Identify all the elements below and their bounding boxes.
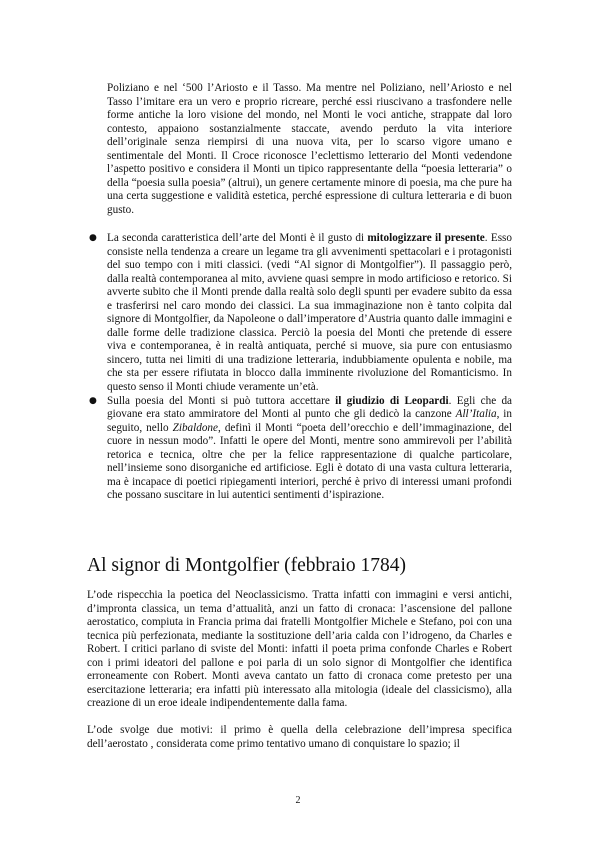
bullet-bold-term: mitologizzare il presente (367, 232, 485, 244)
bullet-text-before: Sulla poesia del Monti si può tuttora accettare (107, 394, 336, 407)
body-paragraph: L’ode rispecchia la poetica del Neoclassicismo. Tratta infatti con immagini e versi antichi, d’impronta classica, un tema d’attualità, anzi un fatto di cronaca: l’ascensione del pallone aerostatico, compiuta in Francia prima dai fratelli Montgolfier Michele e Stefano, poi con una tecnica più perfezionata, mediante la sostituzione dell’aria calda con l’idrogeno, da Charles e Robert. I critici parlano di sviste del Monti: infatti il poeta prima confonde Charles e Robert con i primi ideatori del pallone e poi parla di un solo signor di Montgolfier che identifica erroneamente con Robert. Monti aveva cantato un fatto di cronaca come pretesto per una esercitazione letteraria; era infatti più interessato alla mitologia (ideale del classicismo), alla creazione di un eroe ideale indipendentemente dalla fama. (87, 589, 512, 710)
section-heading: Al signor di Montgolfier (febbraio 1784) (87, 555, 406, 576)
bullet-list (89, 232, 512, 503)
bullet-item-leopardi (89, 395, 512, 503)
bullet-text-mid: . Egli che da giovane era stato ammiratore del Monti al punto che gli dedicò la canzone (107, 394, 513, 421)
bullet-text-mid: , in seguito, nello (107, 408, 513, 434)
bullet-icon: ● (89, 395, 97, 406)
continuation-paragraph: Poliziano e nel ‘500 l’Ariosto e il Tasso. Ma mentre nel Poliziano, nell’Ariosto e nel Tasso l’imitare era un vero e proprio ricreare, perché essi riuscivano a trasfondere nelle forme antiche la loro visione del mondo, nel Monti le voci antiche, strappate dal loro contesto, appaiono sostanzialmente staccate, avendo perduto la vita interiore dell’originale senza riempirsi di una nuova vita, per lo scarso vigore umano e sentimentale del Monti. Il Croce riconosce l’eclettismo letterario del Monti vedendone l’aspetto positivo e considera il Monti un tipico rappresentante della “poesia letteraria” o della “poesia sulla poesia” (altrui), un genere certamente minore di poesia, ma che pure ha una certa suggestione e validità estetica, perché espressione di cultura letteraria e di buon gusto. (107, 82, 512, 216)
body-paragraph: L’ode svolge due motivi: il primo è quella della celebrazione dell’impresa specifica dell’aerostato , considerata come primo tentativo umano di conquistare lo spazio; il (87, 724, 512, 750)
bullet-item-mitologizzare (89, 232, 512, 395)
bullet-bold-term: il giudizio di Leopardi (335, 394, 449, 407)
bullet-text-after: . Esso consiste nella tendenza a creare un legame tra gli avvenimenti spettacolari e i protagonisti del suo tempo con i miti classici. (vedi “Al signor di Montgolfier”). Il passaggio però, dalla realtà contemporanea al mito, avviene quasi sempre in modo artificioso e retorico. Si avverte subito che il Monti prende dalla realtà solo degli spunti per evadere subito da essa e trasferirsi nel caro mondo dei classici. La sua immaginazione non è tanto colpita dal signore di Montgolfier, da Napoleone o dall’imperatore d’Austria quanto dalle immagini e dalle forme delle tradizione classica. Perciò la poesia del Monti che pretende di essere viva e contemporanea, è in realtà antiquata, perché si muove, sia pure con entusiasmo sincero, tutta nei limiti di una tradizione letteraria, indubbiamente opulenta e nobile, ma che sta per essere rifiutata in blocco dalla imminente rivoluzione del Romanticismo. In questo senso il Monti chiude veramente un’età. (107, 232, 512, 394)
bullet-text-before: La seconda caratteristica dell’arte del Monti è il gusto di (107, 232, 368, 244)
page-number: 2 (295, 795, 301, 806)
bullet-icon: ● (89, 233, 97, 243)
bullet-text-after: , definì il Monti “poeta dell’orecchio e dell’immaginazione, del cuore in nessun modo”. Infatti le opere del Monti, mentre sono ammirevoli per l’abilità retorica e tecnica, oltre che per la felice rappresentazione di qualche particolare, nell’insieme sono disorganiche ed artificiose. Egli è dotato di una vasta cultura letteraria, ma è incapace di poetici ripiegamenti interiori, perché è privo di interessi umani profondi che possano suscitare in lui autentici sentimenti d’ispirazione. (107, 421, 513, 502)
italic-title-all-italia: All’Italia (455, 408, 497, 421)
italic-title-zibaldone: Zibaldone (172, 421, 218, 434)
